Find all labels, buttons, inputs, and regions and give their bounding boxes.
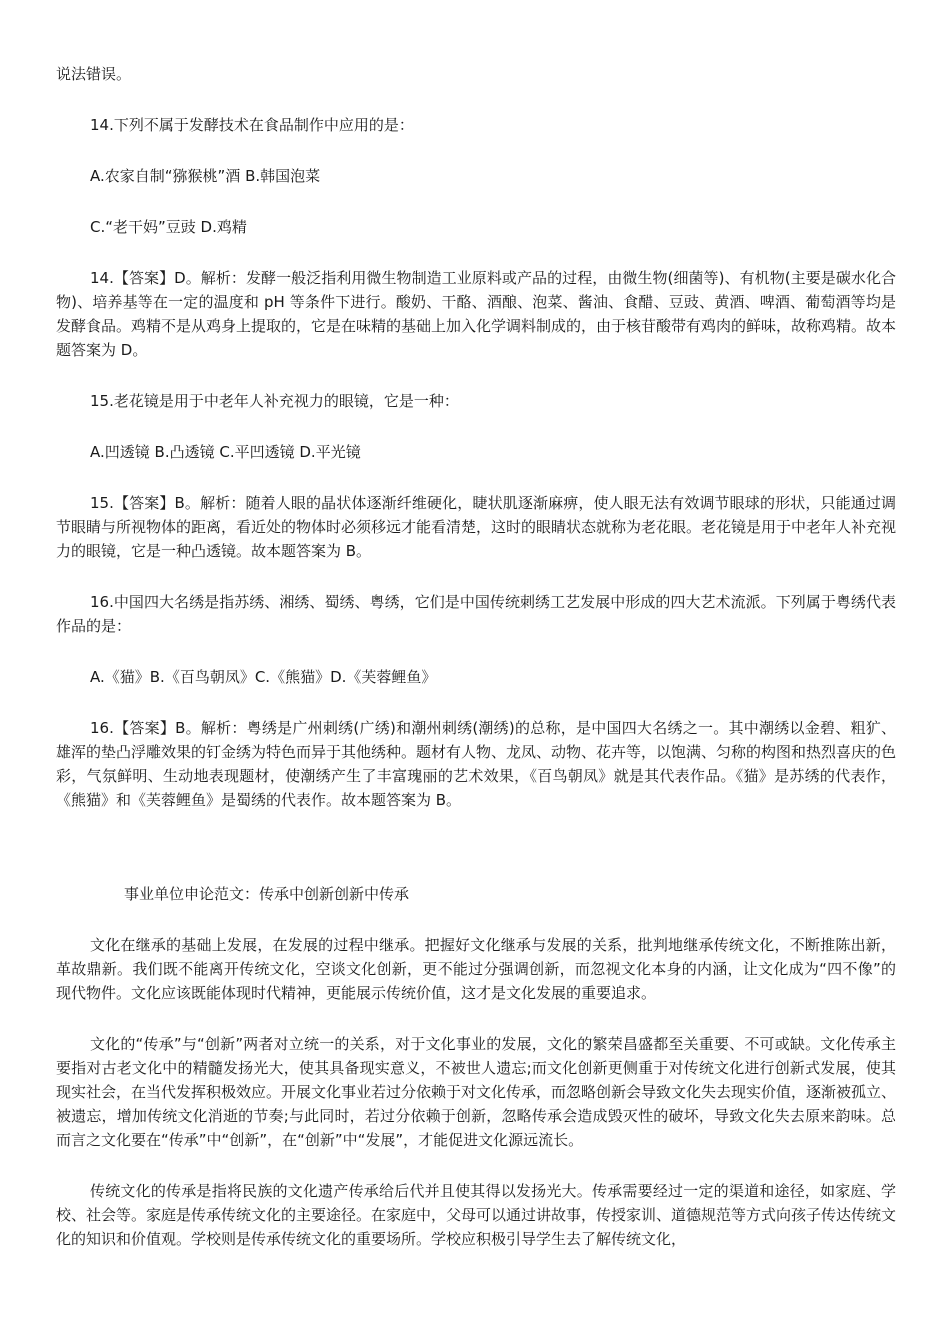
q16-options: A.《猫》B.《百鸟朝凤》C.《熊猫》D.《芙蓉鲤鱼》	[90, 668, 437, 686]
q16-question: 16.中国四大名绣是指苏绣、湘绣、蜀绣、粤绣，它们是中国传统刺绣工艺发展中形成的四大艺术流派。下列属于粤绣代表作品的是：	[56, 593, 896, 635]
lead-fragment: 说法错误。	[56, 65, 132, 83]
essay-paragraph: 文化的“传承”与“创新”两者对立统一的关系，对于文化事业的发展，文化的繁荣昌盛都至关重要、不可或缺。文化传承主要指对古老文化中的精髓发扬光大，使其具备现实意义，不被世人遗忘;而文化创新更侧重于对传统文化进行创新式发展，使其现实社会，在当代发挥积极效应。开展文化事业若过分依赖于对文化传承，而忽略创新会导致文化失去现实价值，逐渐被孤立、被遗忘，增加传统文化消逝的节奏;与此同时，若过分依赖于创新，忽略传承会造成毁灭性的破坏，导致文化失去原来韵味。总而言之文化要在“传承”中“创新”，在“创新”中“发展”，才能促进文化源远流长。	[56, 1035, 897, 1149]
q14-question: 14.下列不属于发酵技术在食品制作中应用的是：	[90, 116, 414, 134]
q16-answer: 16.【答案】B。解析：粤绣是广州刺绣(广绣)和潮州刺绣(潮绣)的总称，是中国四大名绣之一。其中潮绣以金碧、粗犷、雄浑的垫凸浮雕效果的钉金绣为特色而异于其他绣种。题材有人物、龙凤、动物、花卉等，以饱满、匀称的构图和热烈喜庆的色彩，气氛鲜明、生动地表现题材，使潮绣产生了丰富瑰丽的艺术效果，《百鸟朝凤》就是其代表作品。《猫》是苏绣的代表作，《熊猫》和《芙蓉鲤鱼》是蜀绣的代表作。故本题答案为 B。	[56, 719, 897, 809]
q15-options: A.凹透镜 B.凸透镜 C.平凹透镜 D.平光镜	[90, 443, 361, 461]
document-page	[56, 62, 896, 1251]
q14-options-line2: C.“老干妈”豆豉 D.鸡精	[90, 218, 247, 236]
q14-options-line1: A.农家自制“猕猴桃”酒 B.韩国泡菜	[90, 167, 321, 185]
q15-question: 15.老花镜是用于中老年人补充视力的眼镜，它是一种：	[90, 392, 459, 410]
q15-answer: 15.【答案】B。解析：随着人眼的晶状体逐渐纤维硬化，睫状肌逐渐麻痹，使人眼无法有效调节眼球的形状，只能通过调节眼睛与所视物体的距离，看近处的物体时必须移远才能看清楚，这时的眼睛状态就称为老花眼。老花镜是用于中老年人补充视力的眼镜，它是一种凸透镜。故本题答案为 B。	[56, 494, 897, 560]
essay-paragraph: 文化在继承的基础上发展，在发展的过程中继承。把握好文化继承与发展的关系，批判地继承传统文化，不断推陈出新，革故鼎新。我们既不能离开传统文化，空谈文化创新，更不能过分强调创新，而忽视文化本身的内涵，让文化成为“四不像”的现代物件。文化应该既能体现时代精神，更能展示传统价值，这才是文化发展的重要追求。	[56, 936, 896, 1002]
essay-title: 事业单位申论范文：传承中创新创新中传承	[124, 885, 410, 903]
essay-paragraph: 传统文化的传承是指将民族的文化遗产传承给后代并且使其得以发扬光大。传承需要经过一定的渠道和途径，如家庭、学校、社会等。家庭是传承传统文化的主要途径。在家庭中，父母可以通过讲故事，传授家训、道德规范等方式向孩子传达传统文化的知识和价值观。学校则是传承传统文化的重要场所。学校应积极引导学生去了解传统文化，	[56, 1182, 897, 1248]
q14-answer: 14.【答案】D。解析：发酵一般泛指利用微生物制造工业原料或产品的过程，由微生物(细菌等)、有机物(主要是碳水化合物)、培养基等在一定的温度和 pH 等条件下进行。酸奶、干酪、酒酿、泡菜、酱油、食醋、豆豉、黄酒、啤酒、葡萄酒等均是发酵食品。鸡精不是从鸡身上提取的，它是在味精的基础上加入化学调料制成的，由于核苷酸带有鸡肉的鲜味，故称鸡精。故本题答案为 D。	[56, 269, 897, 359]
